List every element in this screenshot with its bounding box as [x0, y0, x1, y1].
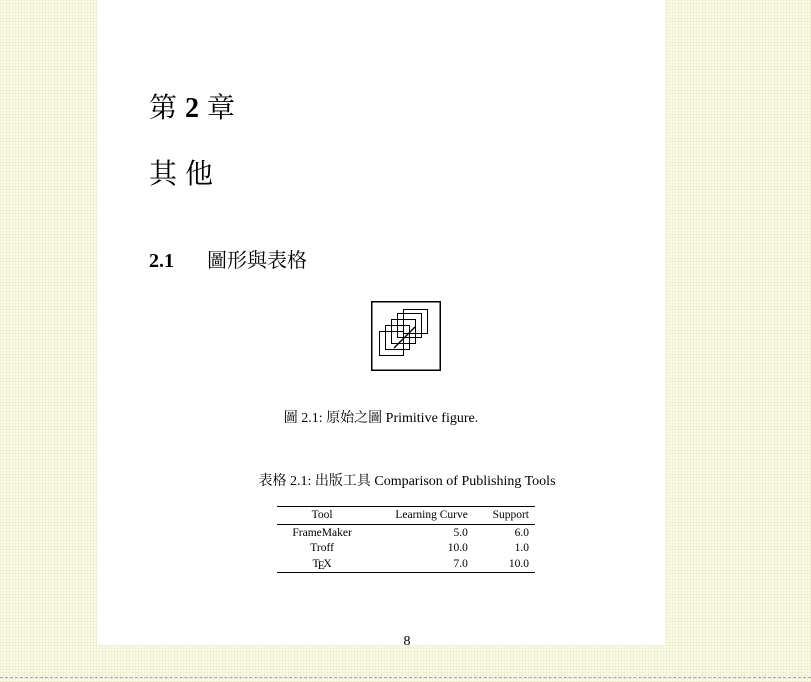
page-number: 8 — [403, 634, 411, 649]
cell-support: 6.0 — [514, 526, 529, 539]
figure-caption: 圖 2.1: 原始之圖 Primitive figure. — [283, 411, 479, 426]
cell-tool-tex — [277, 557, 367, 573]
cell-support: 10.0 — [508, 557, 529, 570]
section-number: 2.1 — [149, 250, 174, 272]
table-caption: 表格 2.1: 出版工具 Comparison of Publishing Tools — [258, 474, 556, 489]
table-row — [277, 524, 535, 541]
cell-learning-curve: 10.0 — [447, 542, 468, 554]
chapter-label — [149, 86, 237, 126]
section-heading — [149, 244, 307, 273]
table-row — [277, 557, 535, 573]
header-learning-curve: Learning Curve — [367, 507, 474, 525]
cell-tool: FrameMaker — [292, 526, 352, 539]
cell-learning-curve: 7.0 — [453, 557, 468, 570]
viewer-bottom-rule — [0, 677, 811, 678]
tex-logo: TEX — [312, 557, 332, 573]
tools-table — [277, 506, 535, 573]
primitive-figure — [371, 301, 441, 371]
chapter-number: 2 — [185, 93, 202, 124]
table-row — [277, 541, 535, 557]
cell-learning-curve: 5.0 — [453, 526, 468, 539]
section-title: 圖形與表格 — [207, 250, 307, 272]
header-tool: Tool — [277, 507, 367, 525]
cell-support: 1.0 — [514, 542, 529, 554]
cell-tool: Troff — [310, 542, 334, 554]
document-page — [97, 0, 665, 649]
chapter-suffix: 章 — [207, 93, 238, 124]
table-header-row — [277, 507, 535, 525]
chapter-title: 其他 — [149, 159, 222, 190]
chapter-prefix: 第 — [149, 93, 180, 124]
header-support: Support — [474, 507, 535, 525]
